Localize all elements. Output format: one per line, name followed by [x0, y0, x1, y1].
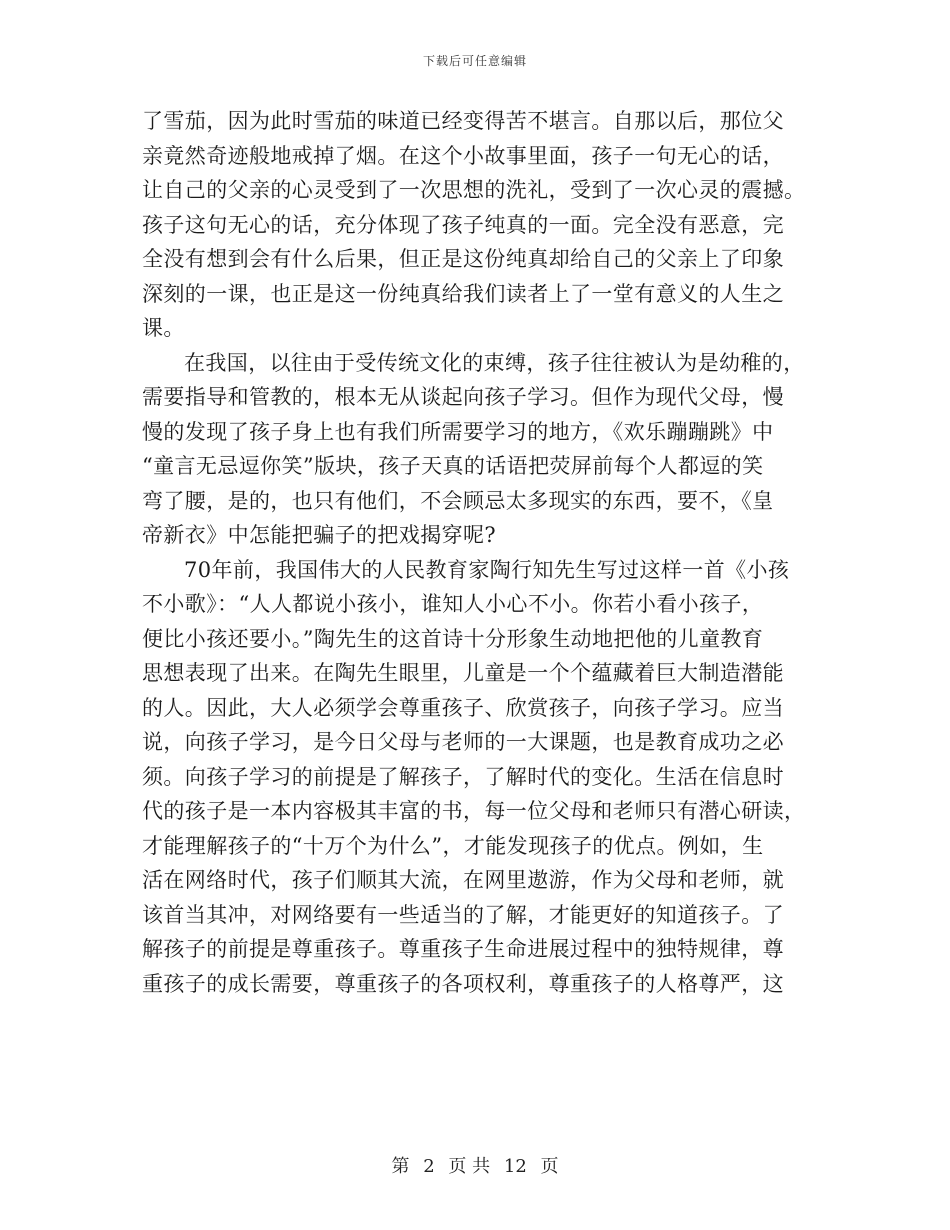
footer-suffix: 页	[540, 1156, 559, 1177]
text-line: 帝新衣》中怎能把骗子的把戏揭穿呢?	[142, 523, 497, 547]
text-line: 弯了腰，是的，也只有他们，不会顾忌太多现实的东西，要不，《皇	[142, 488, 774, 513]
text-line: 才能理解孩子的“十万个为什么”，才能发现孩子的优点。例如，生	[142, 833, 764, 858]
text-line: 需要指导和管教的，根本无从谈起向孩子学习。但作为现代父母，慢	[142, 385, 784, 409]
text-line: 慢的发现了孩子身上也有我们所需要学习的地方，《欢乐蹦蹦跳》中	[142, 419, 774, 444]
paragraph-first-line: 70年前，我国伟大的人民教育家陶行知先生写过这样一首《小孩	[184, 557, 790, 582]
text-line: 深刻的一课，也正是这一份纯真给我们读者上了一堂有意义的人生之	[142, 281, 784, 306]
page-header-note: 下载后可任意编辑	[422, 54, 527, 68]
current-page-number: 2	[423, 1156, 435, 1177]
footer-middle: 页 共	[448, 1156, 491, 1177]
total-page-count: 12	[503, 1156, 527, 1177]
text-line: 活在网络时代，孩子们顺其大流，在网里遨游，作为父母和老师，就	[142, 868, 784, 892]
text-line: 的人。因此，大人必须学会尊重孩子、欣赏孩子，向孩子学习。应当	[142, 695, 784, 720]
text-line: 代的孩子是一本内容极其丰富的书，每一位父母和老师只有潜心研读，	[142, 799, 806, 823]
paragraph-first-line: 在我国，以往由于受传统文化的束缚，孩子往往被认为是幼稚的，	[184, 350, 805, 375]
text-line: 须。向孩子学习的前提是了解孩子，了解时代的变化。生活在信息时	[142, 764, 784, 789]
text-line: 重孩子的成长需要，尊重孩子的各项权利，尊重孩子的人格尊严，这	[142, 971, 784, 996]
text-line: 便比小孩还要小。”陶先生的这首诗十分形象生动地把他的儿童教育	[142, 626, 764, 651]
text-line: 该首当其冲，对网络要有一些适当的了解，才能更好的知道孩子。了	[142, 902, 784, 927]
text-line: 解孩子的前提是尊重孩子。尊重孩子生命进展过程中的独特规律，尊	[142, 937, 784, 961]
text-line: 了雪茄，因为此时雪茄的味道已经变得苦不堪言。自那以后，那位父	[142, 109, 784, 133]
text-line: 课。	[142, 316, 185, 340]
text-line: “童言无忌逗你笑”版块，孩子天真的话语把荧屏前每个人都逗的笑	[142, 454, 764, 478]
text-line: 说，向孩子学习，是今日父母与老师的一大课题，也是教育成功之必	[142, 730, 784, 754]
footer-prefix: 第	[391, 1156, 410, 1177]
text-line: 亲竟然奇迹般地戒掉了烟。在这个小故事里面，孩子一句无心的话，	[142, 143, 784, 168]
text-line: 孩子这句无心的话，充分体现了孩子纯真的一面。完全没有恶意，完	[142, 212, 784, 237]
document-body	[142, 104, 812, 1001]
text-line: 思想表现了出来。在陶先生眼里，儿童是一个个蕴藏着巨大制造潜能	[142, 661, 784, 685]
text-line: 全没有想到会有什么后果，但正是这份纯真却给自己的父亲上了印象	[142, 247, 784, 271]
text-line: 让自己的父亲的心灵受到了一次思想的洗礼，受到了一次心灵的震撼。	[142, 178, 806, 202]
page-number-footer	[0, 1152, 950, 1178]
text-line: 不小歌》：“人人都说小孩小，谁知人小心不小。你若小看小孩子，	[142, 592, 764, 616]
